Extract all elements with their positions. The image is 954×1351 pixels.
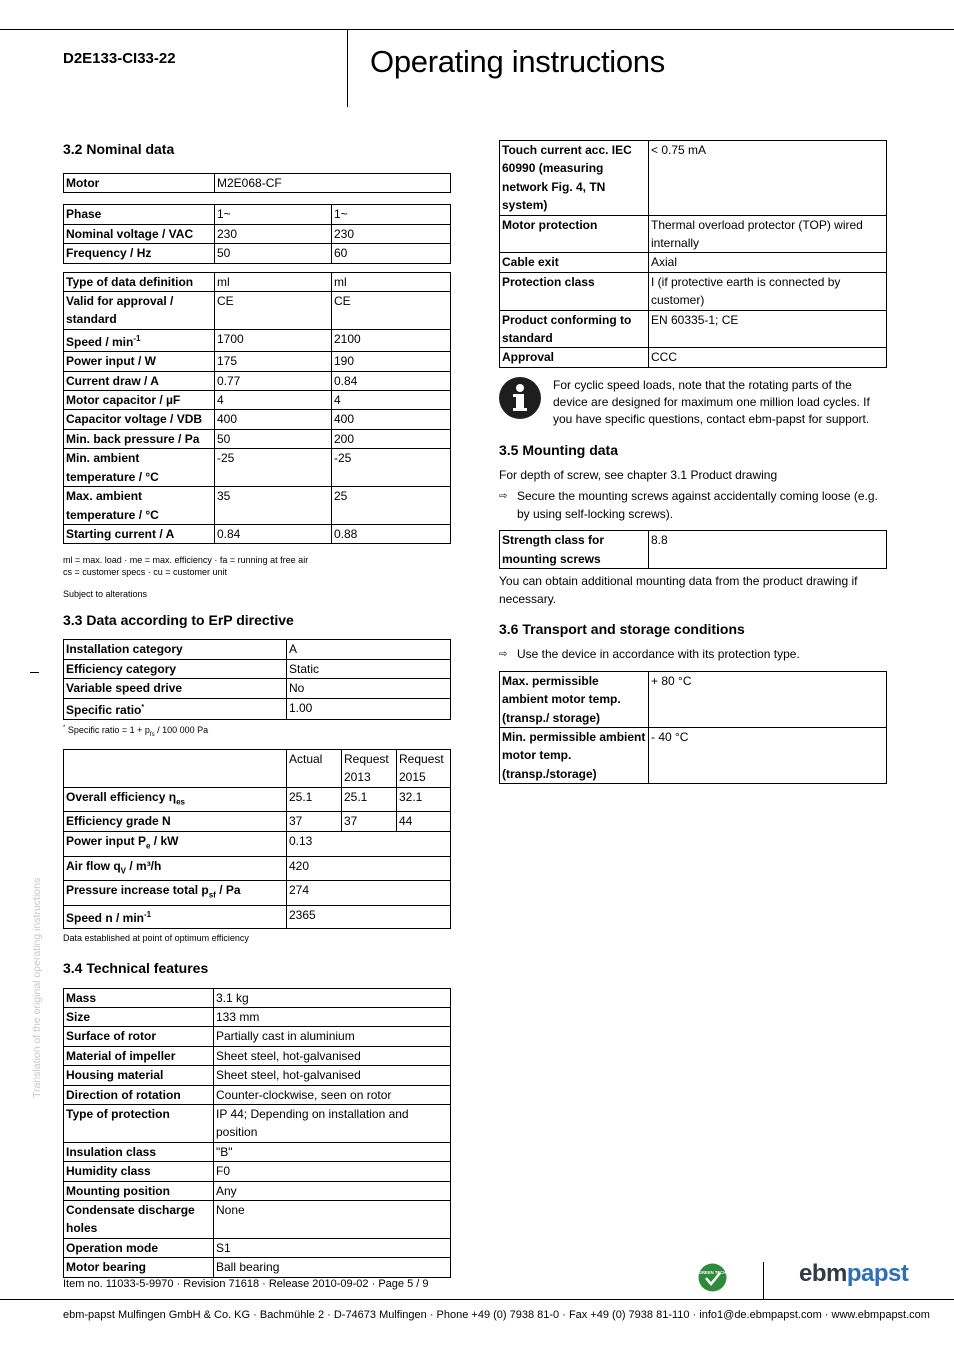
info-box <box>499 377 887 428</box>
table-row <box>64 1104 451 1142</box>
storage-table <box>499 671 887 784</box>
row-value: 1~ <box>215 205 332 224</box>
efficiency-note: Data established at point of optimum efficiency <box>63 932 249 943</box>
table-row <box>64 881 451 906</box>
table-row <box>64 1046 451 1065</box>
efficiency-table <box>63 749 451 929</box>
table-row <box>500 141 887 216</box>
row-value: 1~ <box>332 205 451 224</box>
row-key: Max. permissible ambient motor temp. (transp./ storage) <box>500 671 649 727</box>
erp-table <box>63 639 451 720</box>
row-value: 0.84 <box>332 371 451 390</box>
nominal-table-1 <box>63 204 451 263</box>
table-row <box>64 906 451 928</box>
section-heading: 3.3 Data according to ErP directive <box>63 612 294 629</box>
footer-item-info: Item no. 11033-5-9970 · Revision 71618 · Release 2010-09-02 · Page 5 / 9 <box>63 1278 429 1290</box>
table-row <box>64 698 451 719</box>
row-value: 200 <box>332 429 451 448</box>
table-row <box>64 1007 451 1026</box>
table-row <box>500 348 887 367</box>
logo-divider <box>763 1262 764 1300</box>
row-value: 133 mm <box>214 1007 451 1026</box>
section-heading: 3.2 Nominal data <box>63 141 175 157</box>
row-key: Type of data definition <box>64 272 215 291</box>
row-value: 0.84 <box>215 524 332 543</box>
row-value: 274 <box>287 881 451 906</box>
header-divider <box>347 29 348 107</box>
row-key: Humidity class <box>64 1162 214 1181</box>
row-value: -25 <box>332 449 451 487</box>
table-row <box>64 1258 451 1277</box>
table-row <box>64 292 451 330</box>
row-key: Strength class for mounting screws <box>500 531 649 569</box>
row-key: Speed n / $\min^{-1}$ <box>64 906 287 928</box>
table-row <box>64 272 451 291</box>
table-row <box>64 205 451 224</box>
table-row <box>64 410 451 429</box>
row-value: Sheet steel, hot-galvanised <box>214 1066 451 1085</box>
row-value: CE <box>332 292 451 330</box>
table-row <box>64 524 451 543</box>
table-row <box>64 1142 451 1161</box>
row-value: 1.00 <box>287 698 451 719</box>
row-value: 35 <box>215 487 332 525</box>
row-value: ml <box>332 272 451 291</box>
row-key: Power input / W <box>64 352 215 371</box>
row-key: Phase <box>64 205 215 224</box>
row-key: Material of impeller <box>64 1046 214 1065</box>
margin-tick <box>30 672 39 673</box>
row-key: Mass <box>64 988 214 1007</box>
row-value: 60 <box>332 244 451 263</box>
row-value: 44 <box>397 812 451 831</box>
row-key: Protection class <box>500 272 649 310</box>
specific-ratio-footnote: * Specific ratio = $1 + p_{fs} / 100$ 000 Pa <box>63 724 209 738</box>
row-key: Cable exit <box>500 253 649 272</box>
table-row <box>500 531 887 569</box>
row-value: 4 <box>215 391 332 410</box>
row-key: Direction of rotation <box>64 1085 214 1104</box>
side-note: Translation of the original operating instructions <box>31 877 43 1098</box>
table-row <box>500 310 887 348</box>
row-value: None <box>214 1201 451 1239</box>
row-value: 420 <box>287 856 451 881</box>
row-key: Specific ratio* <box>64 698 287 719</box>
table-row <box>64 831 451 856</box>
row-value: EN 60335-1; CE <box>649 310 887 348</box>
row-value: - 40 °C <box>649 727 887 783</box>
row-value: CE <box>215 292 332 330</box>
section-heading: 3.5 Mounting data <box>499 441 618 458</box>
row-key: Valid for approval / standard <box>64 292 215 330</box>
mounting-after-text: You can obtain additional mounting data from the product drawing if necessary. <box>499 574 858 606</box>
table-row <box>64 659 451 678</box>
footer-rule <box>0 1299 954 1300</box>
top-rule <box>0 29 954 30</box>
row-value: 25 <box>332 487 451 525</box>
row-key: Touch current acc. IEC 60990 (measuring network Fig. 4, TN system) <box>500 141 649 216</box>
row-key: Air flow $q_V / m^3/h$ <box>64 856 287 881</box>
technical-table <box>63 988 451 1278</box>
row-value: Axial <box>649 253 887 272</box>
row-value: 37 <box>287 812 342 831</box>
row-value: ml <box>215 272 332 291</box>
table-row <box>64 487 451 525</box>
table-row <box>64 429 451 448</box>
column-header: Request 2015 <box>397 749 451 787</box>
row-key: Motor <box>64 174 215 193</box>
row-value: 4 <box>332 391 451 410</box>
section-heading: 3.4 Technical features <box>63 959 209 976</box>
row-value: 8.8 <box>649 531 887 569</box>
row-value: 175 <box>215 352 332 371</box>
table-row <box>64 329 451 351</box>
table-row <box>64 449 451 487</box>
table-row <box>64 371 451 390</box>
row-key: Motor capacitor / µF <box>64 391 215 410</box>
row-value: Ball bearing <box>214 1258 451 1277</box>
nominal-table-2 <box>63 272 451 545</box>
row-key: Housing material <box>64 1066 214 1085</box>
row-value: 190 <box>332 352 451 371</box>
row-value: 50 <box>215 244 332 263</box>
legend-note: cs = customer specs · cu = customer unit <box>63 567 228 578</box>
row-key: Product conforming to standard <box>500 310 649 348</box>
row-value: 0.13 <box>287 831 451 856</box>
row-value: 0.77 <box>215 371 332 390</box>
empty-header-cell <box>64 749 287 787</box>
table-row <box>64 1162 451 1181</box>
footer-address: ebm-papst Mulfingen GmbH & Co. KG · Bachmühle 2 · D-74673 Mulfingen · Phone +49 (0) 7938 81-0 · Fax +49 (0) 7938 81-110 · info1@de.ebmpapst.com · www.ebmpapst.com <box>63 1309 930 1321</box>
table-row <box>64 679 451 698</box>
mounting-text: For depth of screw, see chapter 3.1 Product drawing <box>499 467 778 482</box>
svg-text:GREEN TECH: GREEN TECH <box>698 1270 727 1275</box>
row-value: A <box>287 640 451 659</box>
row-value: 2100 <box>332 329 451 351</box>
table-row <box>64 812 451 831</box>
row-key: Pressure increase total $p_{sf}$ / Pa <box>64 881 287 906</box>
row-value: 230 <box>215 224 332 243</box>
bullet-item <box>499 488 887 523</box>
right-column <box>499 140 887 784</box>
table-header-row <box>64 749 451 787</box>
table-row <box>64 1201 451 1239</box>
row-value: IP 44; Depending on installation and position <box>214 1104 451 1142</box>
table-row <box>64 1238 451 1257</box>
row-key: Frequency / Hz <box>64 244 215 263</box>
row-value: + 80 °C <box>649 671 887 727</box>
model-number: D2E133-CI33-22 <box>63 50 176 67</box>
table-row <box>500 215 887 253</box>
row-value: CCC <box>649 348 887 367</box>
company-logo: ebmpapst <box>799 1260 909 1287</box>
table-row <box>500 727 887 783</box>
row-key: Mounting position <box>64 1181 214 1200</box>
arrow-icon: ⇨ <box>499 649 508 661</box>
row-value: < 0.75 mA <box>649 141 887 216</box>
row-key: Type of protection <box>64 1104 214 1142</box>
row-value: Sheet steel, hot-galvanised <box>214 1046 451 1065</box>
arrow-icon: ⇨ <box>499 491 508 503</box>
bullet-text: Use the device in accordance with its protection type. <box>517 647 800 662</box>
row-key: Nominal voltage / VAC <box>64 224 215 243</box>
row-key: Approval <box>500 348 649 367</box>
row-value: 32.1 <box>397 787 451 812</box>
row-value: 25.1 <box>287 787 342 812</box>
row-key: Overall efficiency $\eta_{es}$ <box>64 787 287 812</box>
row-value: -25 <box>215 449 332 487</box>
legend-note: ml = max. load · me = max. efficiency · fa = running at free air <box>63 555 309 566</box>
table-row <box>64 856 451 881</box>
table-row <box>64 352 451 371</box>
row-value: 2365 <box>287 906 451 928</box>
table-row <box>64 787 451 812</box>
row-value: Partially cast in aluminium <box>214 1027 451 1046</box>
table-row <box>64 391 451 410</box>
bullet-text: Secure the mounting screws against accidentally coming loose (e.g. by using self-locking screws). <box>517 489 878 521</box>
row-value: 37 <box>342 812 397 831</box>
row-value: "B" <box>214 1142 451 1161</box>
info-text: For cyclic speed loads, note that the rotating parts of the device are designed for maximum one million load cycles. If you have specific questions, contact ebm-papst for support. <box>553 377 870 426</box>
table-row <box>64 640 451 659</box>
row-key: Power input $P_e$ / kW <box>64 831 287 856</box>
row-value: 25.1 <box>342 787 397 812</box>
row-value: 3.1 kg <box>214 988 451 1007</box>
table-row <box>64 988 451 1007</box>
row-value: S1 <box>214 1238 451 1257</box>
left-column <box>63 140 451 1278</box>
table-row <box>64 1066 451 1085</box>
table-row <box>64 174 451 193</box>
table-row <box>500 671 887 727</box>
row-value: 400 <box>215 410 332 429</box>
row-value: Static <box>287 659 451 678</box>
row-key: Insulation class <box>64 1142 214 1161</box>
row-value: 1700 <box>215 329 332 351</box>
row-key: Variable speed drive <box>64 679 287 698</box>
table-row <box>64 1027 451 1046</box>
row-key: Max. ambient temperature / °C <box>64 487 215 525</box>
row-value: I (if protective earth is connected by customer) <box>649 272 887 310</box>
row-key: Min. back pressure / Pa <box>64 429 215 448</box>
alterations-note: Subject to alterations <box>63 589 148 600</box>
row-key: Condensate discharge holes <box>64 1201 214 1239</box>
column-header: Request 2013 <box>342 749 397 787</box>
row-value: Counter-clockwise, seen on rotor <box>214 1085 451 1104</box>
row-key: Current draw / A <box>64 371 215 390</box>
mounting-table <box>499 530 887 569</box>
row-value: Any <box>214 1181 451 1200</box>
row-key: Operation mode <box>64 1238 214 1257</box>
row-key: Size <box>64 1007 214 1026</box>
row-value: M2E068-CF <box>215 174 451 193</box>
section-heading: 3.6 Transport and storage conditions <box>499 621 745 638</box>
row-key: Surface of rotor <box>64 1027 214 1046</box>
row-key: Motor bearing <box>64 1258 214 1277</box>
page-title: Operating instructions <box>370 44 665 79</box>
bullet-item <box>499 646 887 664</box>
row-key: Efficiency category <box>64 659 287 678</box>
row-key: Min. permissible ambient motor temp. (transp./storage) <box>500 727 649 783</box>
column-header: Actual <box>287 749 342 787</box>
row-value: 50 <box>215 429 332 448</box>
table-row <box>64 1085 451 1104</box>
table-row <box>64 224 451 243</box>
table-row <box>500 272 887 310</box>
row-value: Thermal overload protector (TOP) wired internally <box>649 215 887 253</box>
table-row <box>64 244 451 263</box>
row-value: 230 <box>332 224 451 243</box>
row-value: F0 <box>214 1162 451 1181</box>
row-key: Installation category <box>64 640 287 659</box>
info-icon <box>499 377 541 419</box>
row-value: No <box>287 679 451 698</box>
electrical-table <box>499 140 887 368</box>
row-value: 0.88 <box>332 524 451 543</box>
motor-table <box>63 173 451 193</box>
row-key: Starting current / A <box>64 524 215 543</box>
row-key: Efficiency grade N <box>64 812 287 831</box>
row-key: Speed / $\min^{-1}$ <box>64 329 215 351</box>
table-row <box>64 1181 451 1200</box>
table-row <box>500 253 887 272</box>
row-key: Capacitor voltage / VDB <box>64 410 215 429</box>
green-tech-badge-icon <box>698 1263 727 1292</box>
row-key: Motor protection <box>500 215 649 253</box>
row-value: 400 <box>332 410 451 429</box>
row-key: Min. ambient temperature / °C <box>64 449 215 487</box>
